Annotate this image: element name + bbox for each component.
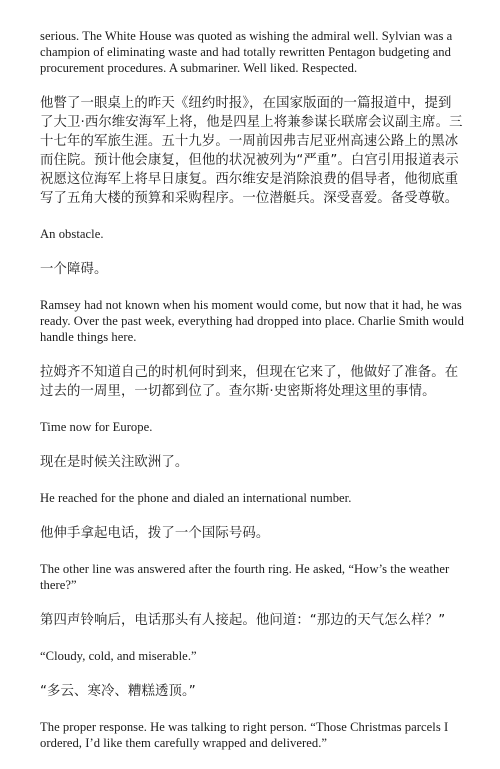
paragraph-en-4: Time now for Europe.: [40, 420, 153, 434]
paragraph-en-8: The proper response. He was talking to right person. “Those Christmas parcels I ordered, I’d like them carefully wrapped and delivered.”: [40, 720, 449, 750]
paragraph-zh-2: 一个障碍。: [40, 262, 108, 277]
document-page: [40, 28, 464, 769]
paragraph-en-5: He reached for the phone and dialed an international number.: [40, 491, 352, 505]
paragraph-zh-5: 他伸手拿起电话，拨了一个国际号码。: [40, 526, 270, 541]
paragraph-zh-3: 拉姆齐不知道自己的时机何时到来，但现在它来了，他做好了准备。在过去的一周里，一切都到位了。查尔斯·史密斯将处理这里的事情。: [40, 365, 459, 399]
paragraph-zh-7: “多云、寒冷、糟糕透顶。”: [40, 684, 196, 699]
paragraph-en-7: “Cloudy, cold, and miserable.”: [40, 649, 197, 663]
paragraph-zh-4: 现在是时候关注欧洲了。: [40, 455, 189, 470]
paragraph-en-2: An obstacle.: [40, 227, 104, 241]
paragraph-zh-6: 第四声铃响后，电话那头有人接起。他问道：“那边的天气怎么样？”: [40, 613, 446, 628]
paragraph-en-3: Ramsey had not known when his moment would come, but now that it had, he was ready. Over the past week, everything had dropped into place. Charlie Smith would handle things here.: [40, 298, 464, 344]
paragraph-en-6: The other line was answered after the fourth ring. He asked, “How’s the weather there?”: [40, 562, 450, 592]
paragraph-zh-1: 他瞥了一眼桌上的昨天《纽约时报》，在国家版面的一篇报道中，提到了大卫·西尔维安海军上将，他是四星上将兼参谋长联席会议副主席。三十七年的军旅生涯。五十九岁。一周前因弗吉尼亚州高速公路上的黑冰而住院。预计他会康复，但他的状况被列为“严重”。白宫引用报道表示祝愿这位海军上将早日康复。西尔维安是消除浪费的倡导者，他彻底重写了五角大楼的预算和采购程序。一位潜艇兵。深受喜爱。备受尊敬。: [40, 96, 463, 206]
paragraph-en-1: serious. The White House was quoted as wishing the admiral well. Sylvian was a champion of eliminating waste and had totally rewritten Pentagon budgeting and procurement procedures. A submariner. Well liked. Respected.: [40, 29, 453, 75]
